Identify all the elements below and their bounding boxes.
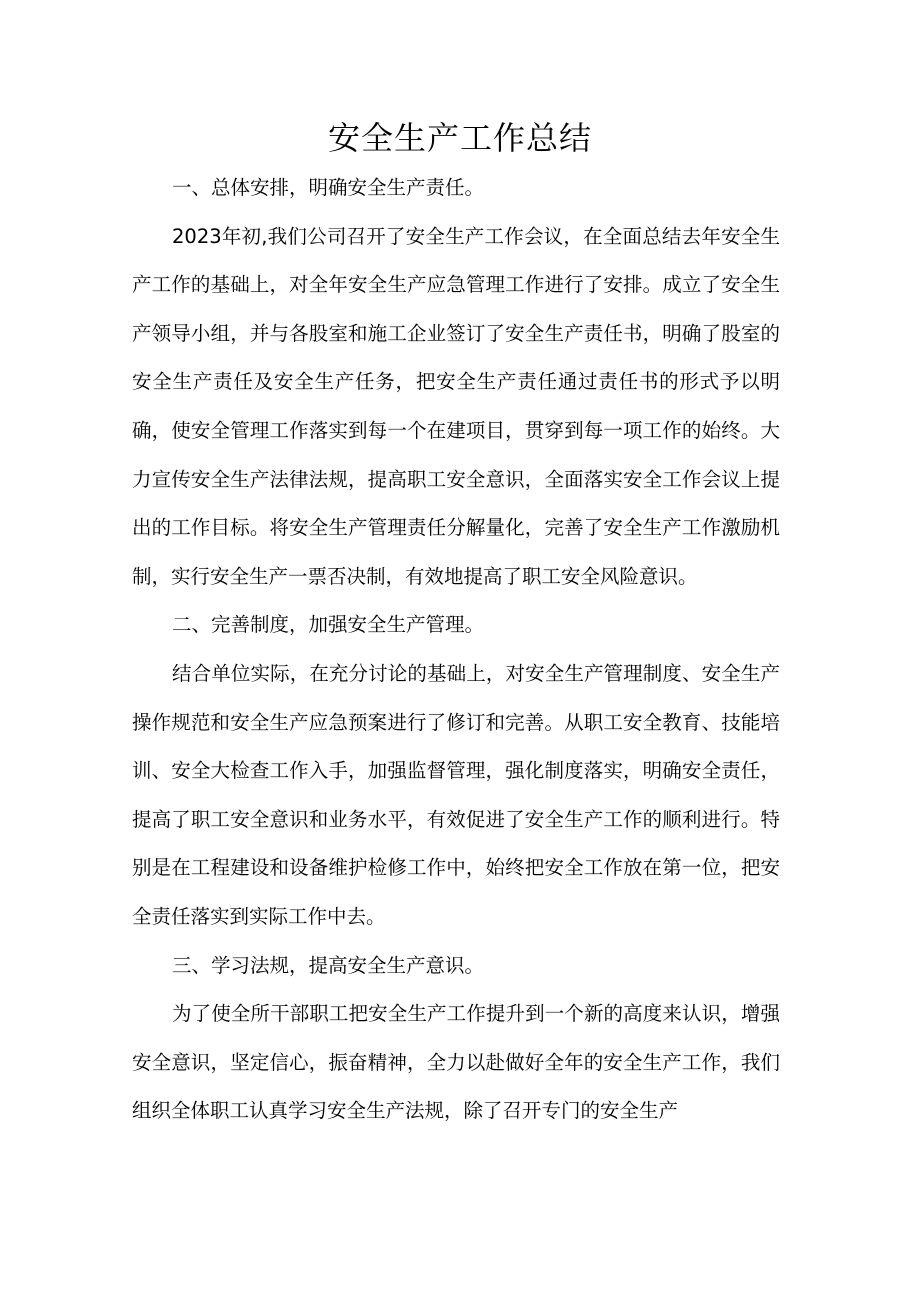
section-heading-1: 一、总体安排，明确安全生产责任。 bbox=[172, 176, 485, 199]
section-paragraph-1: 2023年初,我们公司召开了安全生产工作会议，在全面总结去年安全生产工作的基础上，对全年安全生产应急管理工作进行了安排。成立了安全生产领导小组，并与各股室和施工企业签订了安全生产责任书，明确了股室的安全生产责任及安全生产任务，把安全生产责任通过责任书的形式予以明确，使安全管理工作落实到每一个在建项目，贯穿到每一项工作的始终。大力宣传安全生产法律法规，提高职工安全意识，全面落实安全工作会议上提出的工作目标。将安全生产管理责任分解量化，完善了安全生产工作激励机制，实行安全生产一票否决制，有效地提高了职工安全风险意识。 bbox=[132, 224, 780, 588]
section-paragraph-2: 结合单位实际，在充分讨论的基础上，对安全生产管理制度、安全生产操作规范和安全生产应急预案进行了修订和完善。从职工安全教育、技能培训、安全大检查工作入手，加强监督管理，强化制度落实，明确安全责任，提高了职工安全意识和业务水平，有效促进了安全生产工作的顺利进行。特别是在工程建设和设备维护检修工作中，始终把安全工作放在第一位，把安全责任落实到实际工作中去。 bbox=[132, 661, 780, 928]
document-body bbox=[132, 164, 780, 1136]
section-heading-3: 三、学习法规，提高安全生产意识。 bbox=[172, 953, 485, 977]
document-title: 安全生产工作总结 bbox=[327, 119, 592, 157]
section-paragraph-3: 为了使全所干部职工把安全生产工作提升到一个新的高度来认识，增强安全意识，坚定信心，振奋精神，全力以赴做好全年的安全生产工作，我们组织全体职工认真学习安全生产法规，除了召开专门的安全生产 bbox=[132, 1002, 780, 1123]
section-heading-2: 二、完善制度，加强安全生产管理。 bbox=[172, 613, 485, 637]
